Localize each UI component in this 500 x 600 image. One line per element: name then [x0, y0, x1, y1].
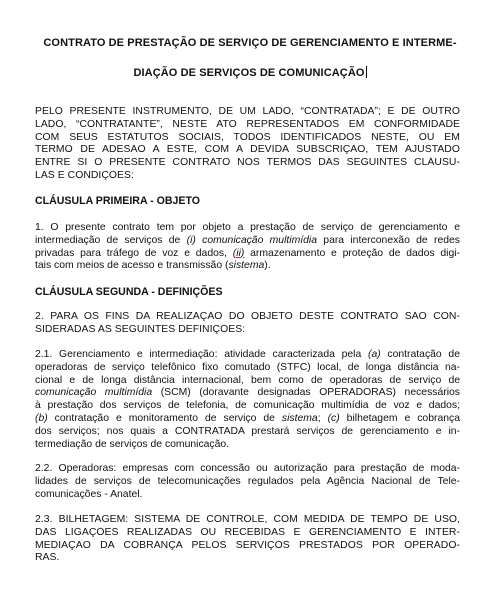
- document-title-line-2-text: DIAÇÃO DE SERVIÇOS DE COMUNICAÇÃO: [133, 67, 365, 79]
- clause-2-3-paragraph: [35, 514, 460, 565]
- clause-2-1-paragraph: [35, 349, 460, 451]
- text-run: intermediação de serviços de: [35, 234, 187, 246]
- text-run: contratação e monitoramento de serviço de: [47, 412, 282, 424]
- clause-1-line: [35, 248, 460, 261]
- clause-2-intro-paragraph: [35, 311, 460, 337]
- text-run: tais com meios de acesso e transmissão (: [35, 260, 229, 272]
- text-run: ;: [317, 412, 328, 424]
- text-run: contratação de: [380, 349, 460, 360]
- text-run: armazenamento e proteção de dados digi-: [244, 247, 460, 259]
- text-run: para interconexão de redes: [317, 234, 460, 246]
- clause-2-heading: CLÁUSULA SEGUNDA - DEFINIÇÕES: [35, 286, 223, 298]
- text-run: 2.1. Gerenciamento e intermediação: atividade caracterizada pela: [35, 349, 368, 360]
- text-run: ).: [264, 260, 271, 272]
- document-title-line-2: [0, 66, 500, 80]
- clause-2-1-line: dos serviços; nos quais a CONTRATADA prestará serviços de gerenciamento e in-: [35, 425, 460, 437]
- text-run: bilhetagem e cobrança: [339, 412, 460, 424]
- text-run-italic: (ii): [232, 247, 245, 259]
- document-title-line-1: CONTRATO DE PRESTAÇÃO DE SERVIÇO DE GERENCIAMENTO E INTERME-: [43, 37, 457, 49]
- clause-1-heading: CLÁUSULA PRIMEIRA - OBJETO: [35, 195, 200, 207]
- clause-2-1-line: à prestação dos serviços de telefonia, de comunicação multimídia de voz e dados;: [35, 400, 460, 412]
- clause-2-intro-line: 2. PARA OS FINS DA REALIZAÇÃO DO OBJETO DESTE CONTRATO SÃO CON-: [35, 311, 460, 322]
- clause-2-2-line: lidades de serviços de telecomunicações regulados pela Agência Nacional de Tele-: [35, 475, 460, 487]
- clause-2-3-line: MEDIAÇÃO DA COBRANÇA PELOS SERVIÇOS PRESTADOS POR OPERADO-: [35, 539, 460, 551]
- text-run-italic: comunicação multimídia: [35, 387, 153, 399]
- clause-2-2-line: comunicações - Anatel.: [35, 488, 143, 500]
- text-cursor: [366, 66, 367, 78]
- clause-2-2-paragraph: [35, 463, 460, 501]
- text-run-italic: (a): [367, 349, 381, 360]
- preamble-paragraph: [35, 106, 460, 183]
- clause-2-1-line: operadoras de serviço telefônico fixo comutado (STFC) local, de longa distância na-: [35, 361, 460, 373]
- text-run-italic: sistema: [281, 412, 318, 424]
- preamble-line: PELO PRESENTE INSTRUMENTO, DE UM LADO, “CONTRATADA”; E DE OUTRO: [35, 106, 460, 117]
- clause-2-1-line: [35, 349, 460, 362]
- clause-1-line: 1. O presente contrato tem por objeto a prestação de serviço de gerenciamento e: [35, 222, 460, 233]
- clause-2-3-line: DAS LIGAÇÕES REALIZADAS OU RECEBIDAS E GERENCIAMENTO E INTER-: [35, 526, 460, 538]
- clause-1-paragraph: [35, 222, 460, 273]
- clause-2-3-line: 2.3. BILHETAGEM: SISTEMA DE CONTROLE, COM MEDIDA DE TEMPO DE USO,: [35, 514, 460, 525]
- preamble-line: COM SEUS ESTATUTOS SOCIAIS, TODOS IDENTIFICADOS NESTE, OU EM: [35, 131, 460, 143]
- preamble-line: TERMO DE ADESÃO A ESTE, COM A DEVIDA SUBSCRIÇÃO, TÊM AJUSTADO: [35, 144, 460, 156]
- preamble-line: LADO, “CONTRATANTE”, NESTE ATO REPRESENTADOS EM CONFORMIDADE: [35, 118, 460, 130]
- clause-1-line: [35, 235, 460, 248]
- preamble-line: ENTRE SI O PRESENTE CONTRATO NOS TERMOS DAS SEGUINTES CLÁUSU-: [35, 157, 460, 169]
- text-run-italic: sistema: [228, 260, 265, 272]
- text-run-italic: (b): [35, 412, 48, 424]
- text-run: privadas para tráfego de voz e dados,: [35, 247, 233, 259]
- clause-2-1-line: termediação de serviços de comunicação.: [35, 438, 230, 450]
- clause-1-line: [35, 260, 460, 273]
- clause-2-1-line: [35, 413, 460, 426]
- preamble-line: LAS E CONDIÇÕES:: [35, 169, 134, 181]
- text-run-italic: (c): [327, 412, 340, 424]
- text-run-italic: (i) comunicação multimídia: [186, 234, 317, 246]
- text-run: (SCM) (doravante designadas OPERADORAS) necessários: [152, 387, 460, 399]
- clause-2-intro-line: SIDERADAS AS SEGUINTES DEFINIÇÕES:: [35, 323, 246, 335]
- clause-2-1-line: cional e de longa distância internacional, bem como de operadoras de serviço de: [35, 374, 460, 386]
- clause-2-1-line: [35, 387, 460, 400]
- clause-2-3-line: RAS.: [35, 552, 60, 564]
- clause-2-2-line: 2.2. Operadoras: empresas com concessão ou autorização para prestação de moda-: [35, 463, 460, 474]
